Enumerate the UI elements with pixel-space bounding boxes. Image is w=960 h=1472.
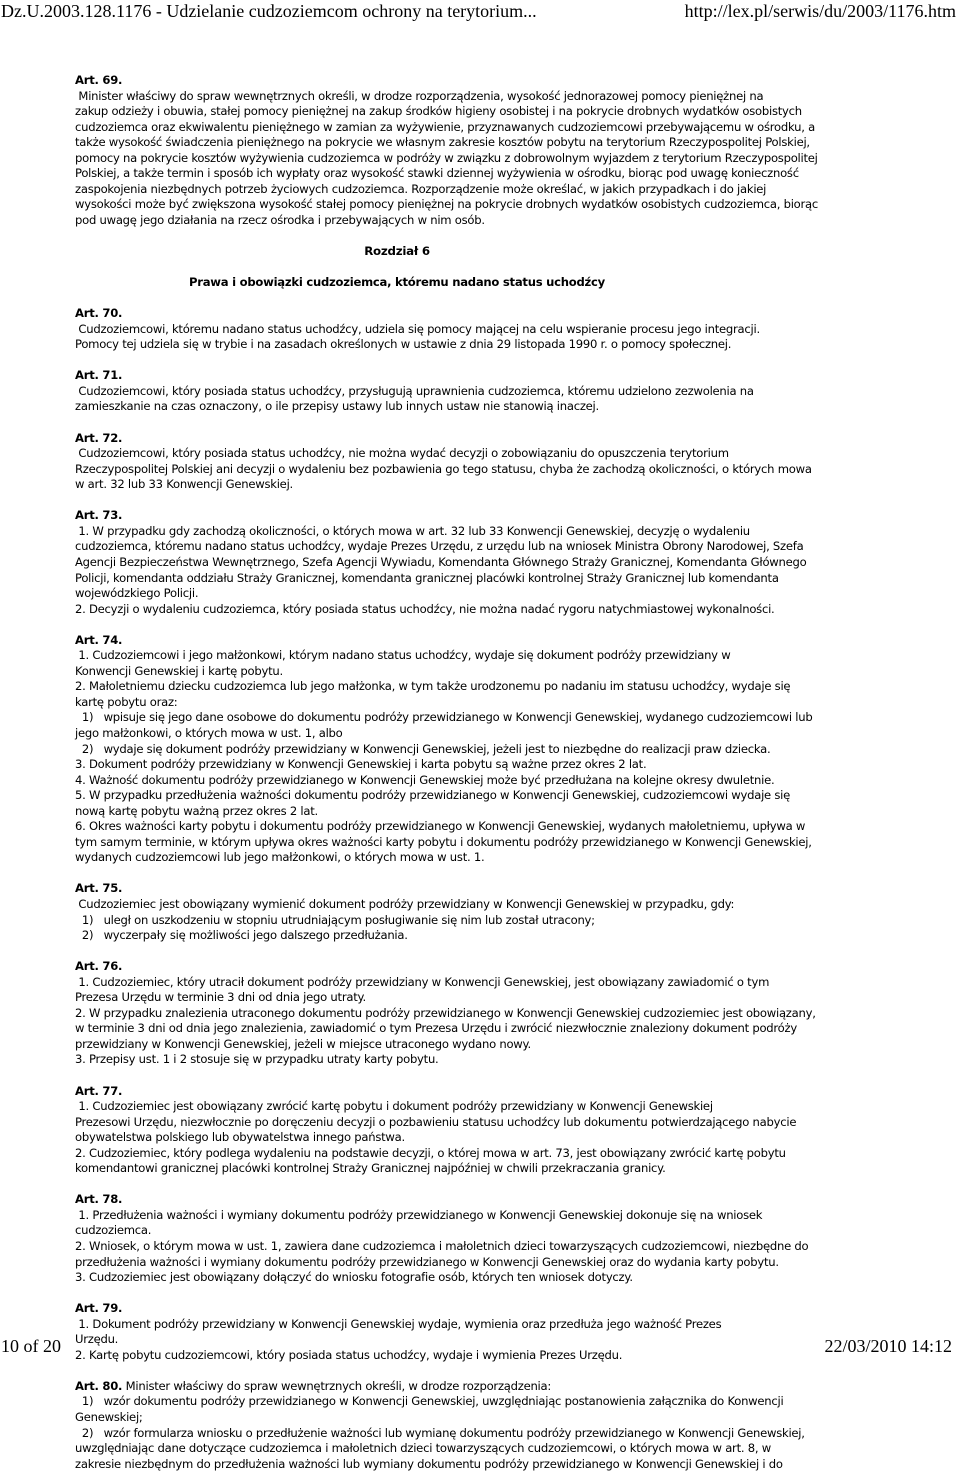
- article-line: [75, 1239, 809, 1255]
- page-footer: [0, 1336, 960, 1357]
- article-text: 1) wzór dokumentu podróży przewidzianego w Konwencji Genewskiej, uwzględniając postanowienia załącznika do Konwencji: [75, 1394, 784, 1409]
- print-datetime: 22/03/2010 14:12: [824, 1336, 952, 1356]
- article-line: [75, 104, 802, 120]
- article-text: 1. Cudzoziemiec jest obowiązany zwrócić kartę pobytu i dokument podróży przewidziany w Konwencji Genewskiej: [75, 1099, 713, 1114]
- article-text: Policji, komendanta oddziału Straży Granicznej, komendanta granicznej placówki kontrolnej Straży Granicznej lub komendanta: [75, 570, 779, 585]
- page-header: [0, 0, 960, 24]
- article-text: Cudzoziemcowi, któremu nadano status uchodźcy, udziela się pomocy mającej na celu wspieranie procesu jego integracji.: [75, 321, 760, 336]
- article-line: [75, 1254, 779, 1271]
- article-line: [75, 119, 815, 136]
- article-text: w terminie 3 dni od dnia jego znalezienia, zawiadomić o tym Prezesa Urzędu i zwrócić niezwłocznie znaleziony dokument podróży: [75, 1021, 797, 1036]
- article-text: 1. Dokument podróży przewidziany w Konwencji Genewskiej wydaje, wymienia oraz przedłuża jego ważność Prezes: [75, 1316, 722, 1331]
- article-text: Agencji Bezpieczeństwa Wewnętrznego, Szefa Agencji Wywiadu, Komendanta Głównego Straży Granicznej, Komendanta Głównego: [75, 554, 807, 569]
- article-text: także wysokość świadczenia pieniężnego na pokrycie we własnym zakresie kosztów pobytu na terytorium Rzeczypospolitej Polskiej,: [75, 135, 810, 150]
- article-line: [75, 959, 770, 990]
- article-text: kartę pobytu oraz:: [75, 694, 178, 709]
- article-73: [75, 508, 807, 617]
- article-text: 6. Okres ważności karty pobytu i dokumentu podróży przewidzianego w Konwencji Genewskiej, wydanych małoletniemu, upływa w: [75, 819, 806, 834]
- article-line: [75, 1052, 719, 1068]
- article-line: [75, 1410, 719, 1426]
- chapter-subtitle: Prawa i obowiązki cudzoziemca, któremu nadano status uchodźcy: [189, 275, 605, 290]
- article-line: [75, 197, 819, 213]
- article-line: [75, 1270, 719, 1286]
- article-line: [75, 1223, 719, 1239]
- article-text: zakup odzieży i obuwia, stałej pomocy pieniężnej na zakup środków higieny osobistej i na pokrycie drobnych wydatków osobistych: [75, 104, 802, 119]
- article-line: [75, 135, 810, 151]
- article-text: w art. 32 lub 33 Konwencji Genewskiej.: [75, 477, 293, 492]
- article-line: [75, 368, 754, 399]
- article-69: [75, 73, 819, 228]
- article-70: [75, 306, 760, 353]
- article-number: Art. 70.: [75, 306, 123, 321]
- article-number: Art. 73.: [75, 508, 123, 523]
- chapter-heading: [75, 244, 719, 291]
- article-text: Cudzoziemiec jest obowiązany wymienić dokument podróży przewidziany w Konwencji Genewskiej w przypadku, gdy:: [75, 896, 735, 911]
- article-text: Cudzoziemcowi, który posiada status uchodźcy, przysługują uprawnienia cudzoziemca, któremu udzielono zezwolenia na: [75, 383, 754, 398]
- article-text: wysokości może być zwiększona wysokość stałej pomocy pieniężnej na pokrycie drobnych wydatków osobistych cudzoziemca, biorąc: [75, 197, 819, 212]
- document-body: [75, 73, 819, 1472]
- article-text: Konwencji Genewskiej i kartę pobytu.: [75, 663, 283, 678]
- article-text: Cudzoziemcowi, który posiada status uchodźcy, nie można wydać decyzji o zobowiązaniu do opuszczenia terytorium: [75, 446, 729, 461]
- article-line: [75, 554, 807, 571]
- article-line: [75, 539, 804, 555]
- article-line: [75, 664, 719, 680]
- article-text: cudzoziemca, któremu nadano status uchodźcy, wydaje Prezes Urzędu, z urzędu lub na wniosek Ministra Obrony Narodowej, Szefa: [75, 539, 804, 554]
- article-78: [75, 1192, 809, 1285]
- article-text: 1. Cudzoziemiec, który utracił dokument podróży przewidziany w Konwencji Genewskiej, jest obowiązany zawiadomić o tym: [75, 974, 770, 989]
- article-text: Rzeczypospolitej Polskiej ani decyzji o wydaleniu bez pozbawienia go tego statusu, chyba że zachodzą okoliczności, o których mowa: [75, 461, 812, 476]
- article-line: [75, 819, 806, 835]
- page-header-title: Dz.U.2003.128.1176 - Udzielanie cudzoziemcom ochrony na terytorium...: [1, 1, 537, 21]
- article-line: [75, 804, 719, 820]
- article-line: [75, 1425, 805, 1442]
- article-line: [75, 881, 735, 912]
- article-line: [75, 461, 812, 478]
- article-line: [75, 1114, 797, 1131]
- article-text: Minister właściwy do spraw wewnętrznych określi, w drodze rozporządzenia, wysokość jednorazowej pomocy pieniężnej na: [75, 88, 764, 103]
- article-text: 2. Kartę pobytu cudzoziemcowi, który posiada status uchodźcy, wydaje i wymienia Prezes Urzędu.: [75, 1347, 623, 1362]
- article-text: Genewskiej;: [75, 1410, 143, 1425]
- article-text: 2) wyczerpały się możliwości jego dalszego przedłużania.: [75, 928, 408, 943]
- article-text: zakresie niezbędnym do przedłużenia ważności lub wymiany dokumentu podróży przewidzianego w Konwencji Genewskiej i do: [75, 1456, 783, 1471]
- article-number: Art. 75.: [75, 881, 123, 896]
- article-text: jego małżonkowi, o których mowa w ust. 1, albo: [75, 725, 343, 740]
- article-76: [75, 959, 816, 1068]
- article-line: [75, 850, 719, 866]
- article-text: Polskiej, a także termin i sposób ich wypłaty oraz wysokość stawki dziennej wyżywienia w ośrodku, biorąc pod uwagę konieczność: [75, 166, 799, 181]
- article-line: [75, 337, 732, 353]
- article-line: [75, 1301, 722, 1332]
- article-text: 1) wpisuje się jego dane osobowe do dokumentu podróży przewidzianego w Konwencji Genewskiej, wydanego cudzoziemcowi lub: [75, 710, 813, 725]
- article-text: obywatelstwa polskiego lub obywatelstwa innego państwa.: [75, 1130, 405, 1145]
- article-line: [75, 757, 719, 773]
- article-text: nową kartę pobytu ważną przez okres 2 lat.: [75, 803, 318, 818]
- article-number: Art. 74.: [75, 632, 123, 647]
- article-line: [75, 508, 750, 539]
- article-text: 3. Przepisy ust. 1 i 2 stosuje się w przypadku utraty karty pobytu.: [75, 1052, 439, 1067]
- article-text: zamieszkanie na czas oznaczony, o ile przepisy ustawy lub innych ustaw nie stanowią inaczej.: [75, 399, 599, 414]
- article-line: [75, 1021, 797, 1037]
- article-line: [75, 181, 767, 198]
- article-line: [75, 213, 719, 229]
- article-text: Prezesa Urzędu w terminie 3 dni od dnia jego utraty.: [75, 990, 366, 1005]
- article-text: 1. Przedłużenia ważności i wymiany dokumentu podróży przewidzianego w Konwencji Genewskiej dokonuje się na wniosek: [75, 1207, 763, 1222]
- article-line: [75, 1456, 783, 1472]
- article-text: przewidziany w Konwencji Genewskiej, jeżeli w miejsce utraconego wydano nowy.: [75, 1036, 531, 1051]
- article-line: [75, 1394, 784, 1410]
- article-text: Minister właściwy do spraw wewnętrznych określi, w drodze rozporządzenia:: [122, 1378, 552, 1393]
- article-text: cudzoziemca oraz ekwiwalentu pieniężnego w zamian za wyżywienie, przyznawanych cudzoziemcowi przebywającemu w ośrodku, a: [75, 119, 815, 134]
- article-line: [75, 73, 764, 104]
- article-text: Urzędu.: [75, 1332, 119, 1347]
- article-text: przedłużenia ważności i wymiany dokumentu podróży przewidzianego w Konwencji Genewskiej oraz do wydania karty pobytu.: [75, 1254, 779, 1269]
- article-text: 3. Cudzoziemiec jest obowiązany dołączyć do wniosku fotografie osób, których ten wniosek dotyczy.: [75, 1270, 633, 1285]
- article-line: [75, 430, 729, 462]
- article-line: [75, 1192, 763, 1223]
- article-line: [75, 1145, 786, 1162]
- article-line: [75, 990, 719, 1006]
- article-text: wydanych cudzoziemcowi lub jego małżonkowi, o których mowa w ust. 1.: [75, 850, 485, 865]
- article-text: 4. Ważność dokumentu podróży przewidzianego w Konwencji Genewskiej może być przedłużana na kolejne okresy dwuletnie.: [75, 772, 775, 787]
- article-text: pod uwagę jego działania na rzecz ośrodka i przebywających w nim osób.: [75, 212, 485, 227]
- article-line: [75, 679, 791, 695]
- article-line: [75, 772, 775, 789]
- chapter-title: Rozdział 6: [364, 244, 430, 259]
- article-text: 3. Dokument podróży przewidziany w Konwencji Genewskiej i karta pobytu są ważne przez okres 2 lat.: [75, 757, 647, 772]
- article-number: Art. 72.: [75, 430, 123, 445]
- article-text: 1. Cudzoziemcowi i jego małżonkowi, którym nadano status uchodźcy, wydaje się dokument podróży przewidziany w: [75, 648, 731, 663]
- article-line: [75, 1441, 771, 1457]
- article-line: [75, 399, 719, 415]
- article-text: 1. W przypadku gdy zachodzą okoliczności, o których mowa w art. 32 lub 33 Konwencji Genewskiej, decyzję o wydaleniu: [75, 523, 750, 538]
- article-line: [75, 726, 719, 742]
- article-number: Art. 76.: [75, 959, 123, 974]
- article-line: [75, 1379, 719, 1395]
- article-line: [75, 741, 771, 758]
- article-72: [75, 430, 812, 493]
- article-text: 1) uległ on uszkodzeniu w stopniu utrudniającym posługiwanie się nim lub został utracony;: [75, 912, 595, 927]
- article-text: Prezesowi Urzędu, niezwłocznie po doręczeniu decyzji o pozbawieniu statusu uchodźcy lub dokumentu potwierdzającego nabycie: [75, 1114, 797, 1129]
- article-number: Art. 69.: [75, 73, 123, 87]
- article-text: zaspokojenia niezbędnych potrzeb życiowych cudzoziemca. Rozporządzenie może określać, w jakich przypadkach i do jakiej: [75, 181, 767, 196]
- page-number: 10 of 20: [1, 1336, 61, 1356]
- article-line: [75, 150, 818, 167]
- article-text: uwzględniając dane dotyczące cudzoziemca i małoletnich dzieci towarzyszących cudzoziemcowi, o których mowa w art. 8, w: [75, 1441, 771, 1456]
- page-header-url[interactable]: http://lex.pl/serwis/du/2003/1176.htm: [684, 1, 956, 21]
- article-text: 2. Wniosek, o którym mowa w ust. 1, zawiera dane cudzoziemca i małoletnich dzieci towarzyszących cudzoziemcowi, niezbędne do: [75, 1239, 809, 1254]
- article-text: 2. Decyzji o wydaleniu cudzoziemca, który posiada status uchodźcy, nie można nadać rygoru natychmiastowej wykonalności.: [75, 601, 775, 616]
- article-number: Art. 78.: [75, 1192, 123, 1207]
- article-77: [75, 1083, 797, 1177]
- article-line: [75, 913, 719, 929]
- article-line: [75, 788, 791, 804]
- article-text: cudzoziemca.: [75, 1223, 152, 1238]
- article-text: Pomocy tej udziela się w trybie i na zasadach określonych w ustawie z dnia 29 listopada 1990 r. o pomocy społecznej.: [75, 337, 732, 352]
- article-line: [75, 306, 760, 337]
- article-text: wojewódzkiego Policji.: [75, 586, 199, 601]
- article-line: [75, 1005, 816, 1022]
- article-line: [75, 166, 799, 182]
- article-80: [75, 1378, 805, 1472]
- article-text: pomocy na pokrycie kosztów wyżywienia cudzoziemca w podróży w związku z dobrowolnym wyjazdem z terytorium Rzeczypospolitej: [75, 150, 818, 165]
- article-line: [75, 586, 719, 602]
- article-line: [75, 928, 719, 944]
- article-text: 5. W przypadku przedłużenia ważności dokumentu podróży przewidzianego w Konwencji Genewskiej, cudzoziemcowi wydaje się: [75, 788, 791, 803]
- article-line: [75, 834, 812, 851]
- article-line: [75, 601, 775, 618]
- article-text: 2. Małoletniemu dziecku cudzoziemca lub jego małżonka, w tym także urodzonemu po nadaniu im statusu uchodźcy, wydaje się: [75, 679, 791, 694]
- article-text: 2) wydaje się dokument podróży przewidziany w Konwencji Genewskiej, jeżeli jest to niezbędne do realizacji praw dziecka.: [75, 741, 771, 756]
- article-line: [75, 1037, 719, 1053]
- article-text: 2. Cudzoziemiec, który podlega wydaleniu na podstawie decyzji, o której mowa w art. 73, jest obowiązany zwrócić kartę pobytu: [75, 1145, 786, 1160]
- article-line: [75, 632, 731, 664]
- article-line: [75, 695, 719, 711]
- article-text: tym samym terminie, w którym upływa okres ważności karty pobytu i dokumentu podróży przewidzianego w Konwencji Genewskiej,: [75, 834, 812, 849]
- article-text: komendantowi granicznej placówki kontrolnej Straży Granicznej najpóźniej w chwili przekraczania granicy.: [75, 1161, 666, 1176]
- article-number: Art. 71.: [75, 368, 123, 383]
- article-text: 2) wzór formularza wniosku o przedłużenie ważności lub wymianę dokumentu podróży przewidzianego w Konwencji Genewskiej,: [75, 1425, 805, 1440]
- article-number: Art. 79.: [75, 1301, 123, 1316]
- article-75: [75, 881, 735, 943]
- article-line: [75, 710, 813, 726]
- article-line: [75, 1130, 719, 1146]
- article-line: [75, 477, 719, 493]
- article-line: [75, 570, 779, 587]
- article-number: Art. 80.: [75, 1378, 123, 1393]
- article-text: 2. W przypadku znalezienia utraconego dokumentu podróży przewidzianego w Konwencji Genewskiej cudzoziemiec jest obowiązany,: [75, 1005, 816, 1020]
- article-71: [75, 368, 754, 415]
- article-number: Art. 77.: [75, 1083, 123, 1098]
- article-74: [75, 632, 813, 866]
- article-line: [75, 1084, 719, 1115]
- article-line: [75, 1161, 719, 1177]
